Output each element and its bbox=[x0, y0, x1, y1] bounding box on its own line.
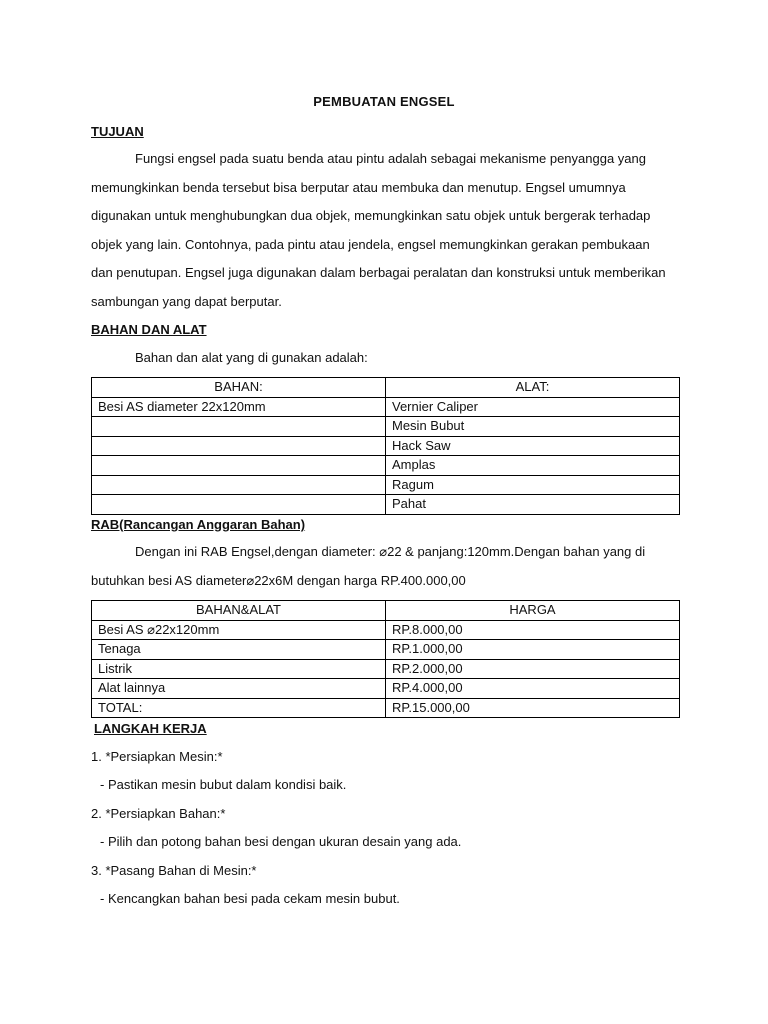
table-row bbox=[92, 640, 680, 660]
table-cell: Mesin Bubut bbox=[386, 417, 680, 437]
table-cell: RP.8.000,00 bbox=[386, 620, 680, 640]
table-cell: RP.2.000,00 bbox=[386, 659, 680, 679]
table-cell: RP.1.000,00 bbox=[386, 640, 680, 660]
table-row bbox=[92, 679, 680, 699]
table-cell: Vernier Caliper bbox=[386, 397, 680, 417]
table-row bbox=[92, 620, 680, 640]
table-cell: Besi AS ⌀22x120mm bbox=[92, 620, 386, 640]
table-cell: Hack Saw bbox=[386, 436, 680, 456]
rab-paragraph bbox=[91, 538, 703, 595]
table-cell: Listrik bbox=[92, 659, 386, 679]
paragraph-line: dan penutupan. Engsel juga digunakan dalam berbagai peralatan dan konstruksi untuk memberikan bbox=[91, 265, 666, 281]
paragraph-line: butuhkan besi AS diameter⌀22x6M dengan harga RP.400.000,00 bbox=[91, 572, 466, 588]
table-cell: Alat lainnya bbox=[92, 679, 386, 699]
table-row bbox=[92, 659, 680, 679]
list-item: - Pilih dan potong bahan besi dengan ukuran desain yang ada. bbox=[100, 834, 462, 849]
rab-table bbox=[91, 600, 680, 718]
table-cell: Ragum bbox=[386, 475, 680, 495]
table-cell: Tenaga bbox=[92, 640, 386, 660]
table-row bbox=[92, 456, 680, 476]
table-cell: RP.15.000,00 bbox=[386, 698, 680, 718]
bahan-alat-intro: Bahan dan alat yang di gunakan adalah: bbox=[135, 350, 368, 365]
column-header-alat: ALAT: bbox=[386, 378, 680, 398]
table-row-total bbox=[92, 698, 680, 718]
column-header-bahan: BAHAN: bbox=[92, 378, 386, 398]
list-item: 2. *Persiapkan Bahan:* bbox=[91, 806, 226, 821]
bahan-alat-heading: BAHAN DAN ALAT bbox=[91, 322, 207, 337]
rab-heading: RAB(Rancangan Anggaran Bahan) bbox=[91, 517, 306, 532]
table-cell: Amplas bbox=[386, 456, 680, 476]
table-cell bbox=[92, 456, 386, 476]
table-cell: Besi AS diameter 22x120mm bbox=[92, 397, 386, 417]
table-cell: Pahat bbox=[386, 495, 680, 515]
tujuan-heading: TUJUAN bbox=[91, 124, 144, 139]
column-header-harga: HARGA bbox=[386, 601, 680, 621]
tujuan-paragraph bbox=[91, 145, 703, 317]
list-item: 3. *Pasang Bahan di Mesin:* bbox=[91, 863, 257, 878]
table-row bbox=[92, 475, 680, 495]
table-row bbox=[92, 417, 680, 437]
list-item: - Pastikan mesin bubut dalam kondisi baik. bbox=[100, 777, 347, 792]
bahan-alat-table bbox=[91, 377, 680, 515]
paragraph-line: digunakan untuk menghubungkan dua objek, memungkinkan satu objek untuk bergerak terhadap bbox=[91, 208, 651, 224]
paragraph-line: Fungsi engsel pada suatu benda atau pintu adalah sebagai mekanisme penyangga yang bbox=[135, 151, 646, 166]
paragraph-line: objek yang lain. Contohnya, pada pintu atau jendela, engsel memungkinkan gerakan pembukaan bbox=[91, 236, 650, 252]
column-header-bahan-alat: BAHAN&ALAT bbox=[92, 601, 386, 621]
table-cell bbox=[92, 436, 386, 456]
langkah-kerja-heading: LANGKAH KERJA bbox=[94, 721, 207, 736]
table-row bbox=[92, 397, 680, 417]
paragraph-line: Dengan ini RAB Engsel,dengan diameter: ⌀22 & panjang:120mm.Dengan bahan yang di bbox=[135, 544, 646, 559]
paragraph-line: sambungan yang dapat berputar. bbox=[91, 293, 282, 309]
table-header-row bbox=[92, 601, 680, 621]
table-row bbox=[92, 436, 680, 456]
document-title: PEMBUATAN ENGSEL bbox=[313, 94, 455, 109]
table-cell bbox=[92, 417, 386, 437]
table-cell bbox=[92, 495, 386, 515]
table-cell: RP.4.000,00 bbox=[386, 679, 680, 699]
paragraph-line: memungkinkan benda tersebut bisa berputar atau membuka dan menutup. Engsel umumnya bbox=[91, 179, 626, 195]
list-item: - Kencangkan bahan besi pada cekam mesin bubut. bbox=[100, 891, 400, 906]
list-item: 1. *Persiapkan Mesin:* bbox=[91, 749, 223, 764]
table-cell bbox=[92, 475, 386, 495]
table-header-row bbox=[92, 378, 680, 398]
table-cell: TOTAL: bbox=[92, 698, 386, 718]
table-row bbox=[92, 495, 680, 515]
